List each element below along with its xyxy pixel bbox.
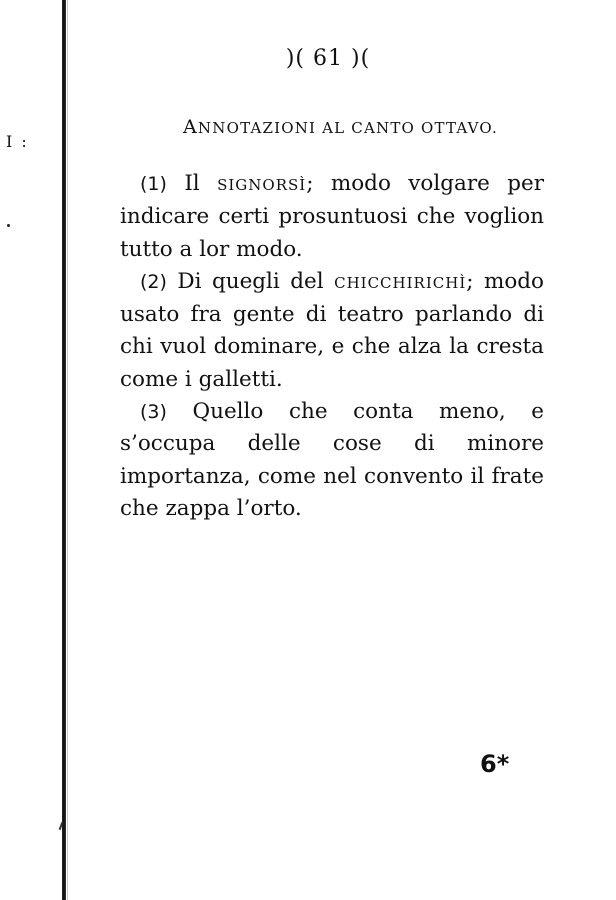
annotation-number: (1): [140, 173, 167, 195]
annotation-text-after: ; modo usato fra gente di teatro parlando di chi vuol dominare, e che alza la cresta come i galletti.: [120, 268, 544, 392]
annotation-number: (3): [140, 401, 167, 424]
annotation-text-before: Il: [166, 171, 218, 196]
margin-dot: [7, 224, 10, 227]
annotation-text-before: Di quegli del: [166, 268, 335, 294]
section-title-rest: NNOTAZIONI AL CANTO OTTAVO.: [197, 119, 499, 137]
annotation-term: SIGNORSÌ: [217, 176, 307, 194]
annotation-number: (2): [140, 270, 167, 293]
annotation-2: [120, 266, 544, 396]
annotation-term: CHICCHIRICHÌ: [334, 273, 467, 292]
page-number: )( 61 )(: [285, 46, 371, 71]
margin-mark: I :: [6, 132, 29, 151]
annotation-1: [120, 168, 544, 266]
section-title: [183, 116, 499, 138]
annotation-3: [120, 396, 544, 526]
signature-mark: 6*: [480, 750, 510, 778]
annotations: [120, 168, 544, 526]
annotation-text-before: Quello che conta meno, e s’occupa delle cose di minore importanza, come nel convento il frate che zappa l’orto.: [120, 399, 544, 521]
section-title-initial: A: [183, 116, 198, 138]
page-gutter-edge: [62, 0, 66, 900]
annotation-text-after: ; modo volgare per indicare certi prosuntuosi che voglion tutto a lor modo.: [120, 171, 544, 262]
